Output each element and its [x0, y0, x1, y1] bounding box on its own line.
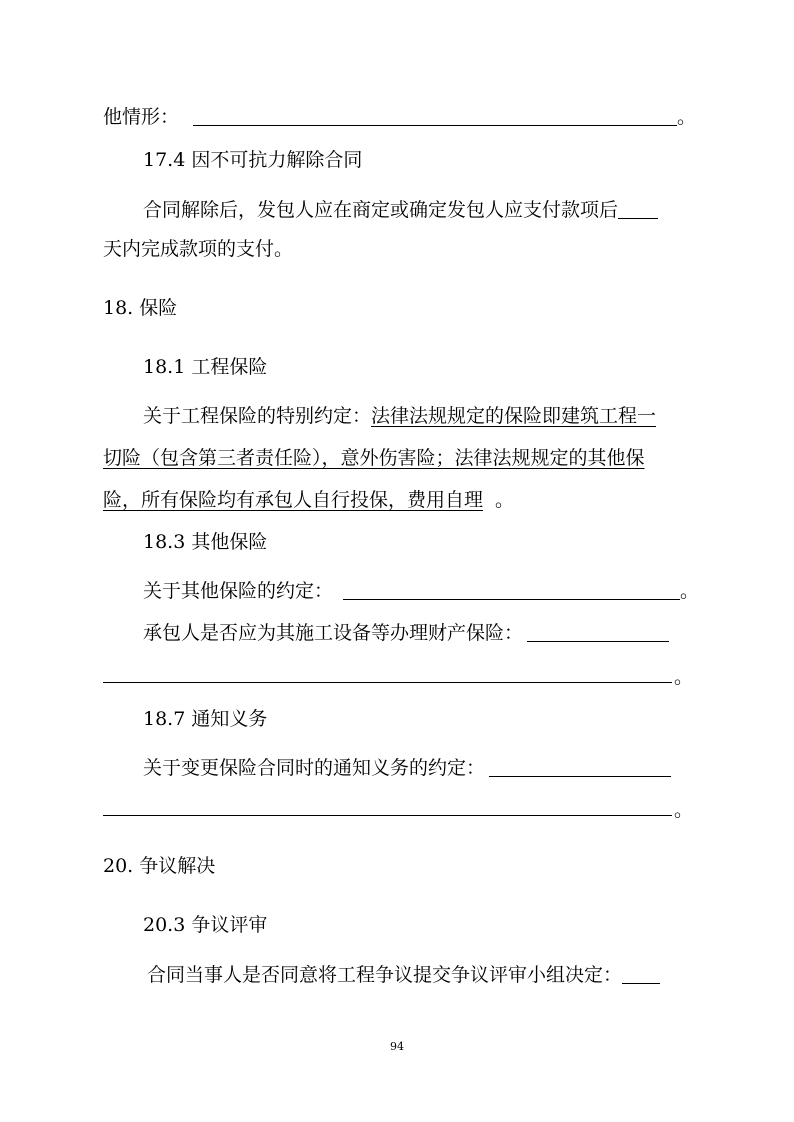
section-18-3-q2 [143, 620, 669, 646]
insurance-agreement-underlined-2: 切险（包含第三者责任险），意外伤害险；法律法规规定的其他保 [103, 447, 645, 469]
fill-blank-payment-days[interactable] [618, 198, 658, 219]
period: 。 [674, 799, 694, 821]
notification-duty-label: 关于变更保险合同时的通知义务的约定： [143, 757, 486, 779]
fill-blank-notification-duty-a[interactable] [489, 756, 671, 777]
period: 。 [495, 489, 515, 511]
period: 。 [680, 580, 700, 602]
label-other-circumstances: 他情形： [103, 106, 180, 128]
section-18-1-label: 关于工程保险的特别约定： [143, 405, 372, 427]
section-18-1-para-line3 [103, 487, 514, 513]
section-18-7-q [143, 755, 671, 781]
section-17-4-para-line2: 天内完成款项的支付。 [103, 238, 294, 260]
section-18-7-heading: 18.7 通知义务 [143, 708, 268, 730]
section-18-1-para-line1 [143, 403, 656, 429]
section-18-1-heading: 18.1 工程保险 [143, 356, 268, 378]
insurance-agreement-underlined-1: 法律法规规定的保险即建筑工程一 [371, 405, 657, 427]
period: 。 [674, 666, 694, 688]
other-insurance-label: 关于其他保险的约定： [143, 580, 334, 602]
section-17-4-text: 合同解除后，发包人应在商定或确定发包人应支付款项后 [143, 199, 619, 221]
section-18-3-q1 [143, 578, 699, 604]
dispute-review-label: 合同当事人是否同意将工程争议提交争议评审小组决定： [147, 964, 623, 986]
section-18-heading: 18. 保险 [103, 297, 178, 319]
section-17-4-heading: 17.4 因不可抗力解除合同 [143, 149, 363, 171]
section-18-1-para-line2 [103, 445, 645, 471]
fill-blank-property-insurance-a[interactable] [527, 621, 669, 642]
section-20-3-heading: 20.3 争议评审 [143, 914, 268, 936]
section-17-4-para-line1 [143, 197, 658, 223]
section-20-3-q [147, 962, 660, 988]
period: 。 [677, 106, 697, 128]
insurance-agreement-underlined-3: 险，所有保险均有承包人自行投保，费用自理 [103, 489, 484, 511]
fill-blank-other-insurance[interactable] [343, 579, 680, 600]
fill-blank-other-circumstances[interactable] [193, 105, 677, 126]
fill-blank-dispute-review[interactable] [622, 963, 660, 984]
fill-blank-property-insurance-b[interactable] [103, 682, 672, 683]
section-20-heading: 20. 争议解决 [103, 855, 216, 877]
property-insurance-label: 承包人是否应为其施工设备等办理财产保险： [143, 622, 524, 644]
page-number: 94 [390, 1040, 404, 1053]
section-18-3-heading: 18.3 其他保险 [143, 531, 268, 553]
fill-blank-notification-duty-b[interactable] [103, 815, 672, 816]
line-other-circumstances [103, 104, 696, 130]
